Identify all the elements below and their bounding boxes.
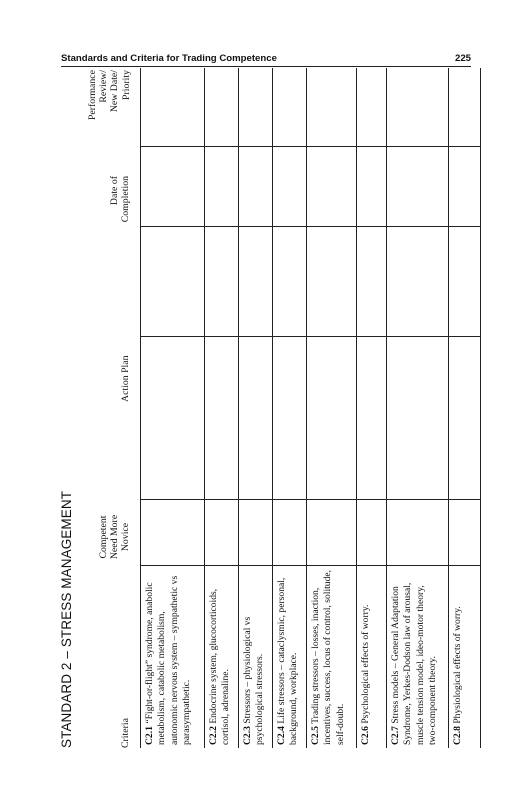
- notes-cell[interactable]: [205, 147, 239, 227]
- criteria-text: Physiological effects of worry.: [452, 606, 463, 727]
- competence-cell[interactable]: [449, 500, 481, 566]
- completion-cell[interactable]: [239, 227, 273, 337]
- column-header-performance-review: Performance Review/ New Date/ Priority: [87, 70, 132, 121]
- table-row: [273, 68, 307, 748]
- column-header-date-of-completion: Date of Completion: [109, 176, 132, 223]
- standard-title: STANDARD 2 – STRESS MANAGEMENT: [59, 490, 74, 748]
- criteria-cell: [449, 566, 481, 748]
- table-row: [357, 68, 387, 748]
- review-cell[interactable]: [387, 68, 449, 147]
- rotated-table-page: [59, 68, 469, 748]
- notes-cell[interactable]: [387, 147, 449, 227]
- criteria-code: C2.7: [390, 726, 401, 745]
- review-cell[interactable]: [141, 68, 205, 147]
- criteria-code: C2.2: [208, 726, 219, 745]
- header-rule: [61, 66, 471, 67]
- review-cell[interactable]: [239, 68, 273, 147]
- running-head-title: Standards and Criteria for Trading Competence: [61, 53, 277, 64]
- criteria-text: Stressors – physiological vs psychological stressors.: [242, 616, 266, 745]
- completion-cell[interactable]: [307, 227, 357, 337]
- notes-cell[interactable]: [357, 147, 387, 227]
- action-plan-cell[interactable]: [239, 337, 273, 500]
- criteria-code: C2.3: [242, 726, 253, 745]
- criteria-code: C2.5: [310, 726, 321, 745]
- table-row: [205, 68, 239, 748]
- competence-cell[interactable]: [357, 500, 387, 566]
- criteria-text: Trading stressors – losses, inaction, incentives, success, locus of control, solitude, self-doubt.: [310, 569, 346, 745]
- review-cell[interactable]: [449, 68, 481, 147]
- notes-cell[interactable]: [449, 147, 481, 227]
- table-row: [387, 68, 449, 748]
- review-cell[interactable]: [205, 68, 239, 147]
- table-row: [307, 68, 357, 748]
- notes-cell[interactable]: [307, 147, 357, 227]
- action-plan-cell[interactable]: [449, 337, 481, 500]
- criteria-cell: [357, 566, 387, 748]
- completion-cell[interactable]: [357, 227, 387, 337]
- criteria-text: Psychological effects of worry.: [360, 604, 371, 727]
- completion-cell[interactable]: [141, 227, 205, 337]
- action-plan-cell[interactable]: [357, 337, 387, 500]
- action-plan-cell[interactable]: [273, 337, 307, 500]
- criteria-cell: [205, 566, 239, 748]
- criteria-cell: [307, 566, 357, 748]
- completion-cell[interactable]: [205, 227, 239, 337]
- criteria-code: C2.8: [452, 726, 463, 745]
- table-row: [141, 68, 205, 748]
- review-cell[interactable]: [307, 68, 357, 147]
- criteria-code: C2.1: [144, 726, 155, 745]
- criteria-text: Life stressors – cataclysmic, personal, background, workplace.: [276, 577, 300, 745]
- notes-cell[interactable]: [239, 147, 273, 227]
- criteria-text: Endocrine system, glucocorticoids, cortisol, adrenaline.: [208, 588, 232, 745]
- completion-cell[interactable]: [273, 227, 307, 337]
- action-plan-cell[interactable]: [387, 337, 449, 500]
- completion-cell[interactable]: [387, 227, 449, 337]
- column-header-action-plan: Action Plan: [120, 355, 131, 402]
- criteria-cell: [273, 566, 307, 748]
- notes-cell[interactable]: [141, 147, 205, 227]
- competence-cell[interactable]: [273, 500, 307, 566]
- criteria-code: C2.6: [360, 726, 371, 745]
- column-header-criteria: Criteria: [120, 718, 131, 748]
- table-row: [449, 68, 481, 748]
- competence-cell[interactable]: [387, 500, 449, 566]
- page-number: 225: [454, 53, 471, 64]
- criteria-text: Stress models – General Adaptation Syndrome, Yerkes-Dodson law of arousal, muscle tension model, ideo-motor theory, two-component theory.: [390, 582, 439, 745]
- action-plan-cell[interactable]: [205, 337, 239, 500]
- criteria-cell: [141, 566, 205, 748]
- criteria-cell: [239, 566, 273, 748]
- criteria-code: C2.4: [276, 726, 287, 745]
- running-head: [61, 53, 471, 64]
- column-header-competence: Competent Need More Novice: [98, 514, 132, 560]
- action-plan-cell[interactable]: [307, 337, 357, 500]
- competence-cell[interactable]: [141, 500, 205, 566]
- competence-cell[interactable]: [307, 500, 357, 566]
- review-cell[interactable]: [357, 68, 387, 147]
- competence-cell[interactable]: [205, 500, 239, 566]
- action-plan-cell[interactable]: [141, 337, 205, 500]
- criteria-text: “Fight-or-flight” syndrome, anabolic metabolism, catabolic metabolism, autonomic nervous system – sympathetic vs parasympathetic.: [144, 575, 193, 745]
- table-row: [239, 68, 273, 748]
- completion-cell[interactable]: [449, 227, 481, 337]
- criteria-table: [140, 68, 481, 748]
- notes-cell[interactable]: [273, 147, 307, 227]
- competence-cell[interactable]: [239, 500, 273, 566]
- criteria-cell: [387, 566, 449, 748]
- review-cell[interactable]: [273, 68, 307, 147]
